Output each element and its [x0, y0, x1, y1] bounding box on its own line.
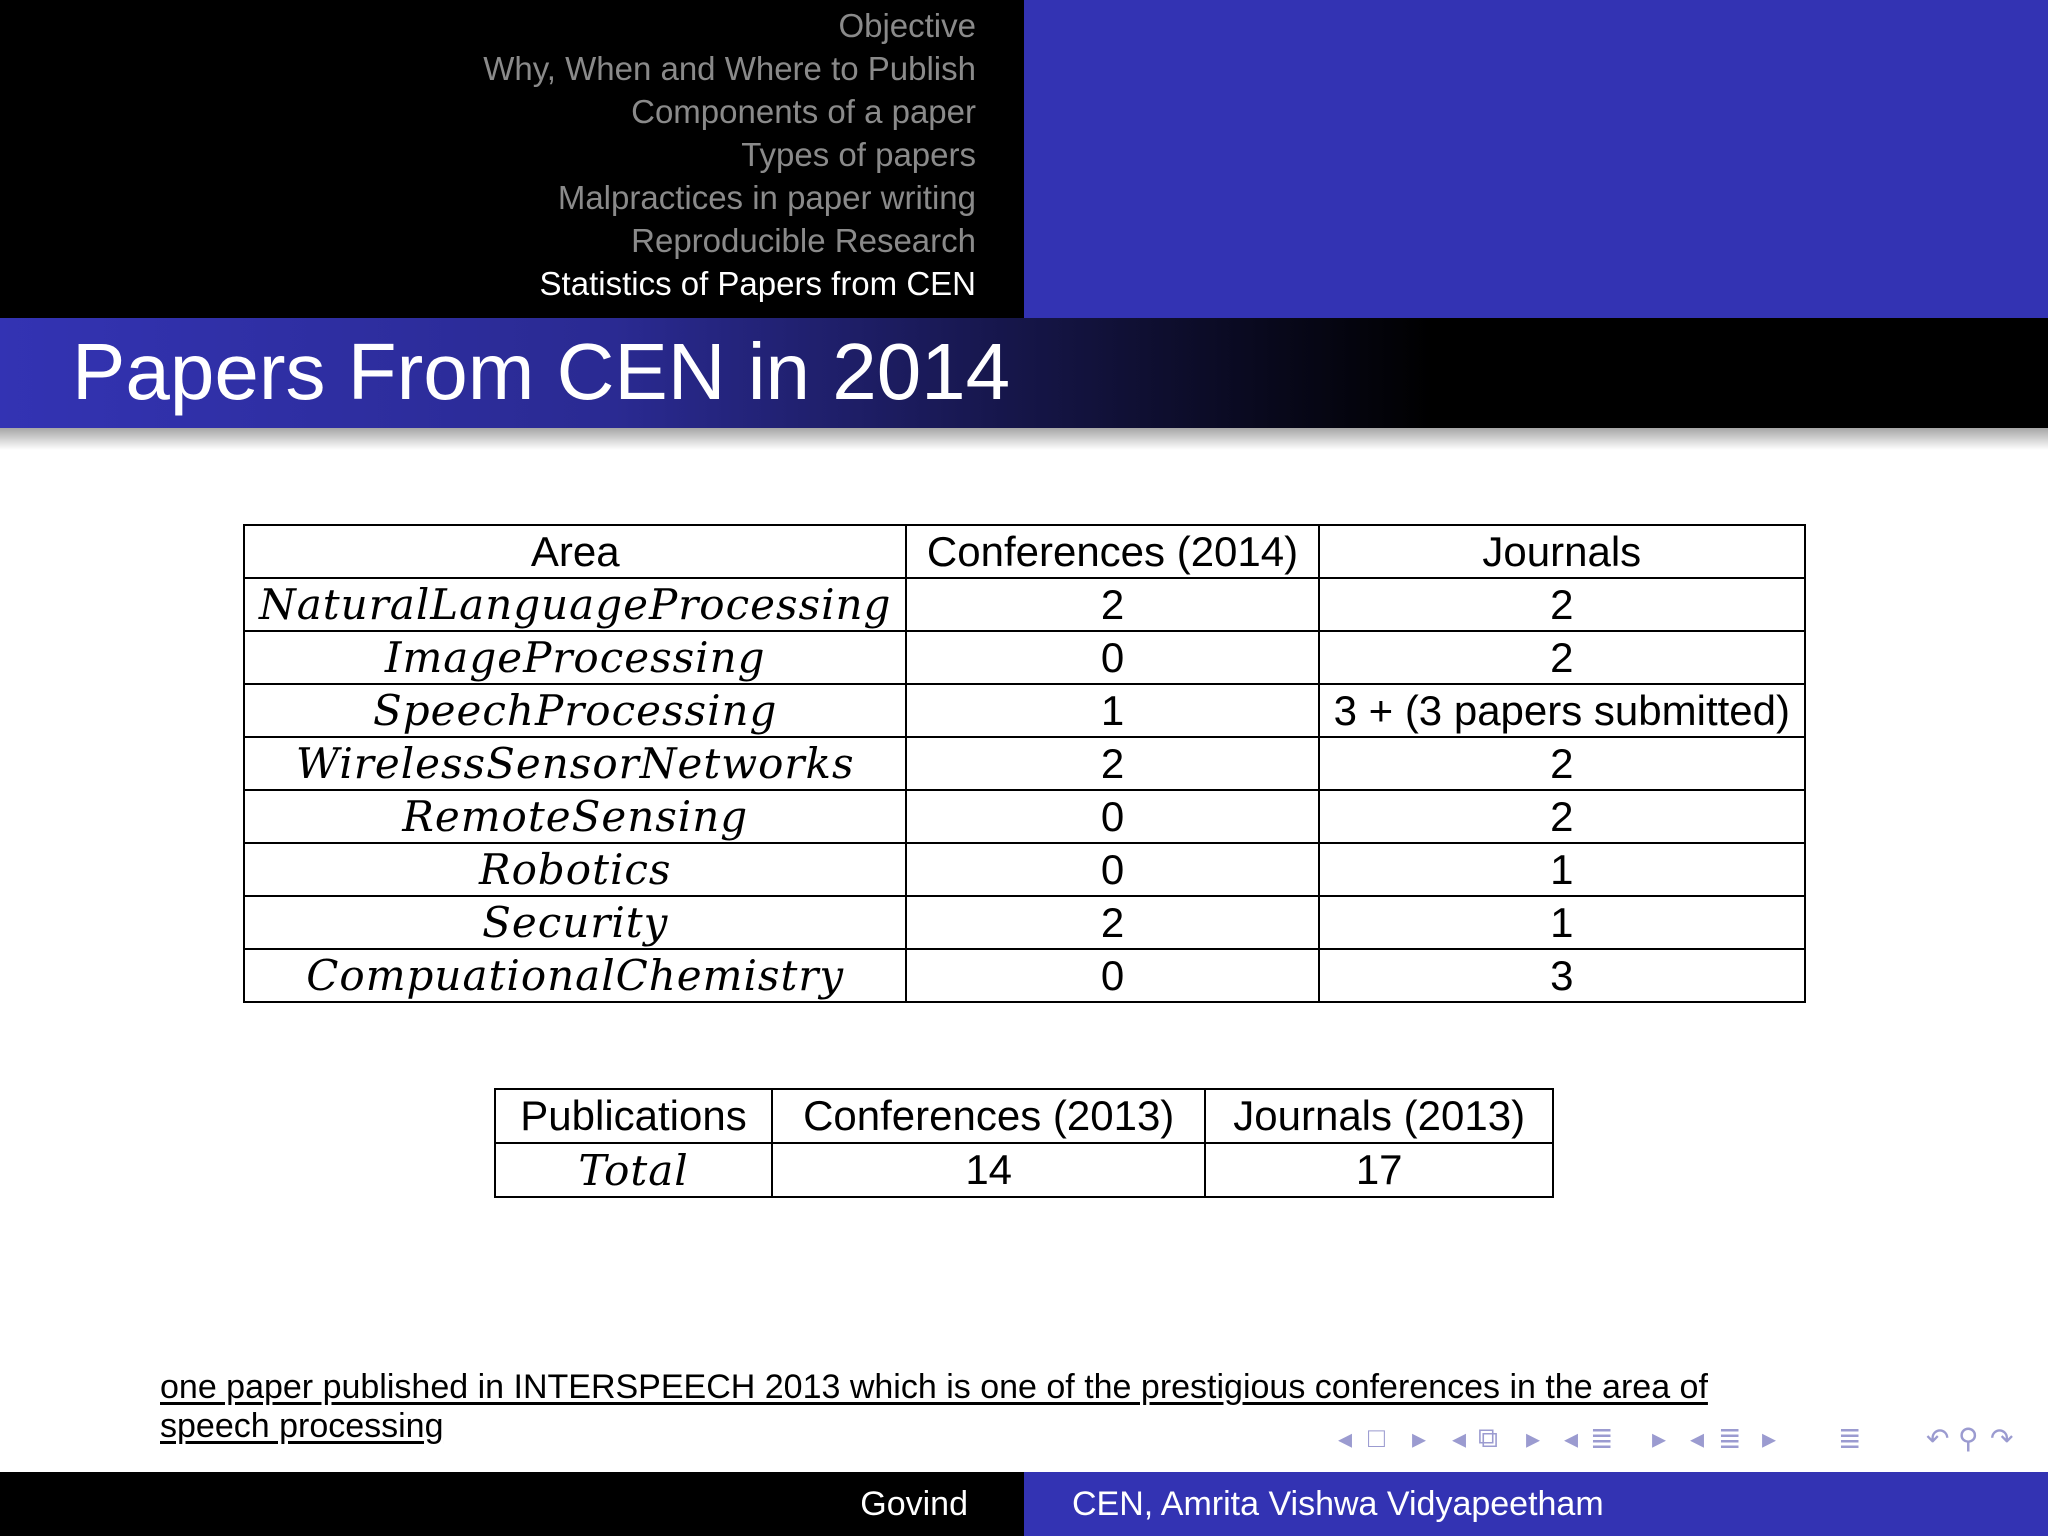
table-row: [244, 684, 1805, 737]
table-row: [244, 578, 1805, 631]
conferences-total-cell: 14: [772, 1143, 1205, 1197]
frame-icon[interactable]: □: [1368, 1422, 1385, 1453]
conferences-cell: 0: [906, 790, 1318, 843]
header-journals-2013: Journals (2013): [1205, 1089, 1553, 1143]
header-publications: Publications: [495, 1089, 772, 1143]
table-row: [244, 843, 1805, 896]
frame-back-icon[interactable]: ◂: [1338, 1423, 1353, 1454]
header-conferences-2014: Conferences (2014): [906, 525, 1318, 578]
table-row: [244, 790, 1805, 843]
table-row: [495, 1143, 1553, 1197]
align-icon[interactable]: ≣: [1838, 1423, 1862, 1454]
journals-total-cell: 17: [1205, 1143, 1553, 1197]
nav-section-why-when-where[interactable]: Why, When and Where to Publish: [483, 50, 976, 87]
conferences-cell: 2: [906, 737, 1318, 790]
area-cell: RemoteSensing: [244, 790, 906, 843]
table-row: [244, 949, 1805, 1002]
conferences-cell: 2: [906, 896, 1318, 949]
part-forward-icon[interactable]: ▸: [1762, 1423, 1777, 1454]
conferences-cell: 2: [906, 578, 1318, 631]
area-cell: Security: [244, 896, 906, 949]
section-back-icon[interactable]: ◂: [1564, 1423, 1579, 1454]
header-journals: Journals: [1319, 525, 1805, 578]
nav-section-types[interactable]: Types of papers: [741, 136, 976, 173]
journals-cell: 1: [1319, 896, 1805, 949]
area-cell: CompuationalChemistry: [244, 949, 906, 1002]
title-bar-shadow: [0, 428, 2048, 450]
footer-institute: CEN, Amrita Vishwa Vidyapeetham: [1072, 1485, 1604, 1523]
table-row: [244, 631, 1805, 684]
footnote-interspeech: one paper published in INTERSPEECH 2013 which is one of the prestigious conferences in the area of speech processing: [160, 1368, 1708, 1445]
area-cell: SpeechProcessing: [244, 684, 906, 737]
nav-section-components[interactable]: Components of a paper: [631, 93, 976, 130]
nav-section-statistics[interactable]: Statistics of Papers from CEN: [539, 265, 976, 302]
search-icon[interactable]: ⚲: [1958, 1423, 1979, 1454]
header-right-panel: [1024, 0, 2048, 318]
conferences-cell: 1: [906, 684, 1318, 737]
footer-author: Govind: [860, 1485, 968, 1523]
header-area: Area: [244, 525, 906, 578]
header-conferences-2013: Conferences (2013): [772, 1089, 1205, 1143]
table-row: [244, 896, 1805, 949]
area-cell: ImageProcessing: [244, 631, 906, 684]
section-navigation: [483, 4, 976, 305]
journals-cell: 1: [1319, 843, 1805, 896]
nav-section-malpractices[interactable]: Malpractices in paper writing: [557, 179, 976, 216]
journals-cell: 2: [1319, 578, 1805, 631]
publications-2013-table: [494, 1088, 1554, 1198]
journals-cell: 2: [1319, 790, 1805, 843]
beamer-navigation-controls: [1330, 1422, 2040, 1462]
subsection-back-icon[interactable]: ◂: [1452, 1423, 1467, 1454]
total-label-cell: Total: [495, 1143, 772, 1197]
area-cell: WirelessSensorNetworks: [244, 737, 906, 790]
nav-section-reproducible[interactable]: Reproducible Research: [631, 222, 976, 259]
table-header-row: [495, 1089, 1553, 1143]
journals-cell: 3: [1319, 949, 1805, 1002]
section-forward-icon[interactable]: ▸: [1652, 1423, 1667, 1454]
area-cell: NaturalLanguageProcessing: [244, 578, 906, 631]
conferences-cell: 0: [906, 631, 1318, 684]
frame-forward-icon[interactable]: ▸: [1412, 1423, 1427, 1454]
part-back-icon[interactable]: ◂: [1690, 1423, 1705, 1454]
area-cell: Robotics: [244, 843, 906, 896]
conferences-cell: 0: [906, 843, 1318, 896]
section-icon[interactable]: ≣: [1590, 1423, 1614, 1454]
subsection-forward-icon[interactable]: ▸: [1526, 1423, 1541, 1454]
journals-cell: 3 + (3 papers submitted): [1319, 684, 1805, 737]
papers-2014-table: [243, 524, 1806, 1003]
journals-cell: 2: [1319, 631, 1805, 684]
journals-cell: 2: [1319, 737, 1805, 790]
subsection-icon[interactable]: ⧉: [1478, 1422, 1498, 1453]
conferences-cell: 0: [906, 949, 1318, 1002]
table-row: [244, 737, 1805, 790]
redo-icon[interactable]: ↷: [1990, 1423, 2014, 1454]
part-icon[interactable]: ≣: [1718, 1423, 1742, 1454]
table-header-row: [244, 525, 1805, 578]
undo-icon[interactable]: ↶: [1926, 1423, 1950, 1454]
frame-title: Papers From CEN in 2014: [72, 327, 1011, 416]
nav-section-objective[interactable]: Objective: [838, 7, 976, 44]
